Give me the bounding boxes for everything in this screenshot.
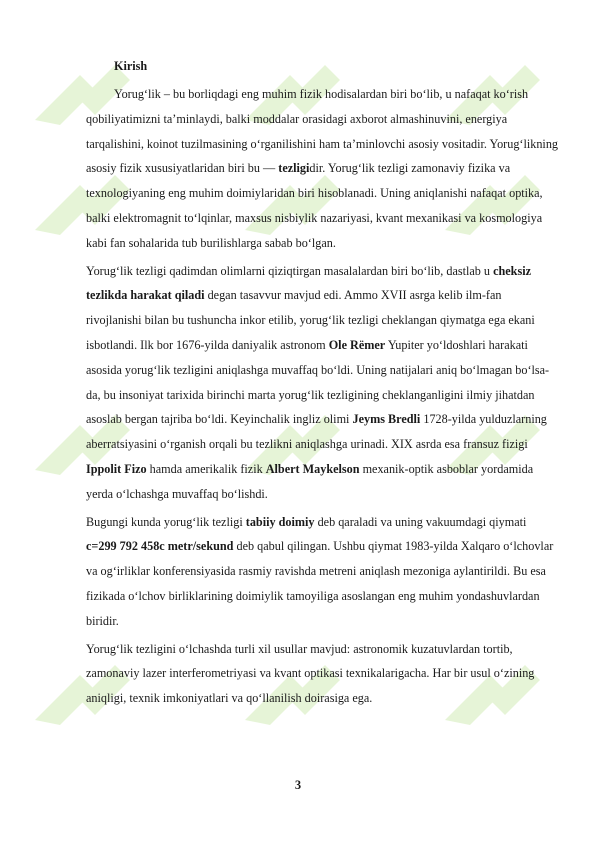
text-run: hamda amerikalik fizik [146,461,266,476]
page-number: 3 [294,778,302,792]
text-run: Bugungi kunda yorug‘lik tezligi [86,514,246,529]
text-run: Yupiter yo‘ldoshlari harakati asosida yorug‘lik tezligini aniqlashga muvaffaq bo‘ldi. Uning natijalari aniq bo‘lmagan bo‘lsa-da, bu insoniyat tarixida birinchi marta yorug‘lik tezligining cheklanganligini ilmiy jihatdan asoslab bergan tajriba bo‘ldi. Keyinchalik ingliz olimi [86,337,550,427]
bold-term: tabiiy doimiy [245,514,315,529]
paragraph-history [86,259,558,507]
page-body [86,54,558,714]
paragraph-constant [86,510,558,634]
text-run: deb qaraladi va uning vakuumdagi qiymati [314,514,527,529]
paragraph-methods [86,637,558,711]
paragraph-intro [86,82,558,256]
text-run: Yorug‘lik – bu borliqdagi eng muhim fizik hodisalardan biri bo‘lib, u nafaqat ko‘rish qobiliyatimizni ta’minlaydi, balki moddalar orasidagi axborot almashinuvini, energiya tarqalishini, koinot tuzilmasining o‘rganilishini ham ta’minlovchi asosiy vositadir. Yorug‘likning asosiy fizik xususiyatlaridan biri bu — [86,87,559,176]
text-run: deb qabul qilingan. Ushbu qiymat 1983-yilda Xalqaro o‘lchovlar va og‘irliklar konferensiyasida rasmiy ravishda metreni aniqlash mezoniga aylantirildi. Bu esa fizikada o‘lchov birliklarining doimiylik tamoyiliga asoslangan eng muhim yondashuvlardan biridir. [86,539,554,628]
text-run: 1728-yilda yulduzlarning aberratsiyasini o‘rganish orqali bu tezlikni aniqlashga urinadi. XIX asrda esa fransuz fizigi [86,412,547,452]
bold-term: c=299 792 458c metr/sekund [86,539,234,554]
bold-term: Jeyms Bredli [352,412,421,427]
bold-term: Ippolit Fizo [86,461,147,476]
bold-term: Albert Maykelson [265,461,360,476]
text-run: mexanik-optik asboblar yordamida yerda o‘lchashga muvaffaq bo‘lishdi. [86,461,534,501]
text-run: dir. Yorug‘lik tezligi zamonaviy fizika va texnologiyaning eng muhim doimiylaridan biri hisoblanadi. Uning aniqlanishi nafaqat optika, balki elektromagnit to‘lqinlar, maxsus nisbiylik nazariyasi, kvant mexanikasi va kosmologiya kabi fan sohalarida tub burilishlarga sabab bo‘lgan. [86,161,543,250]
bold-term: cheksiz tezlikda harakat qiladi [86,263,531,303]
text-run: degan tasavvur mavjud edi. Ammo XVII asrga kelib ilm-fan rivojlanishi bilan bu tushuncha inkor etilib, yorug‘lik tezligi cheklangan qiymatga ega ekani isbotlandi. Ilk bor 1676-yilda daniyalik astronom [86,288,535,352]
text-run: Yorug‘lik tezligini o‘lchashda turli xil usullar mavjud: astronomik kuzatuvlardan tortib, zamonaviy lazer interferometriyasi va kvant optikasi texnikalarigacha. Har bir usul o‘zining aniqligi, texnik imkoniyatlari va qo‘llanilish doirasiga ega. [86,641,535,706]
text-run: Yorug‘lik tezligi qadimdan olimlarni qiziqtirgan masalalardan biri bo‘lib, dastlab u [86,263,494,278]
bold-term: tezligi [278,161,310,176]
bold-term: Ole Rëmer [328,337,386,352]
section-heading: Kirish [114,59,148,73]
